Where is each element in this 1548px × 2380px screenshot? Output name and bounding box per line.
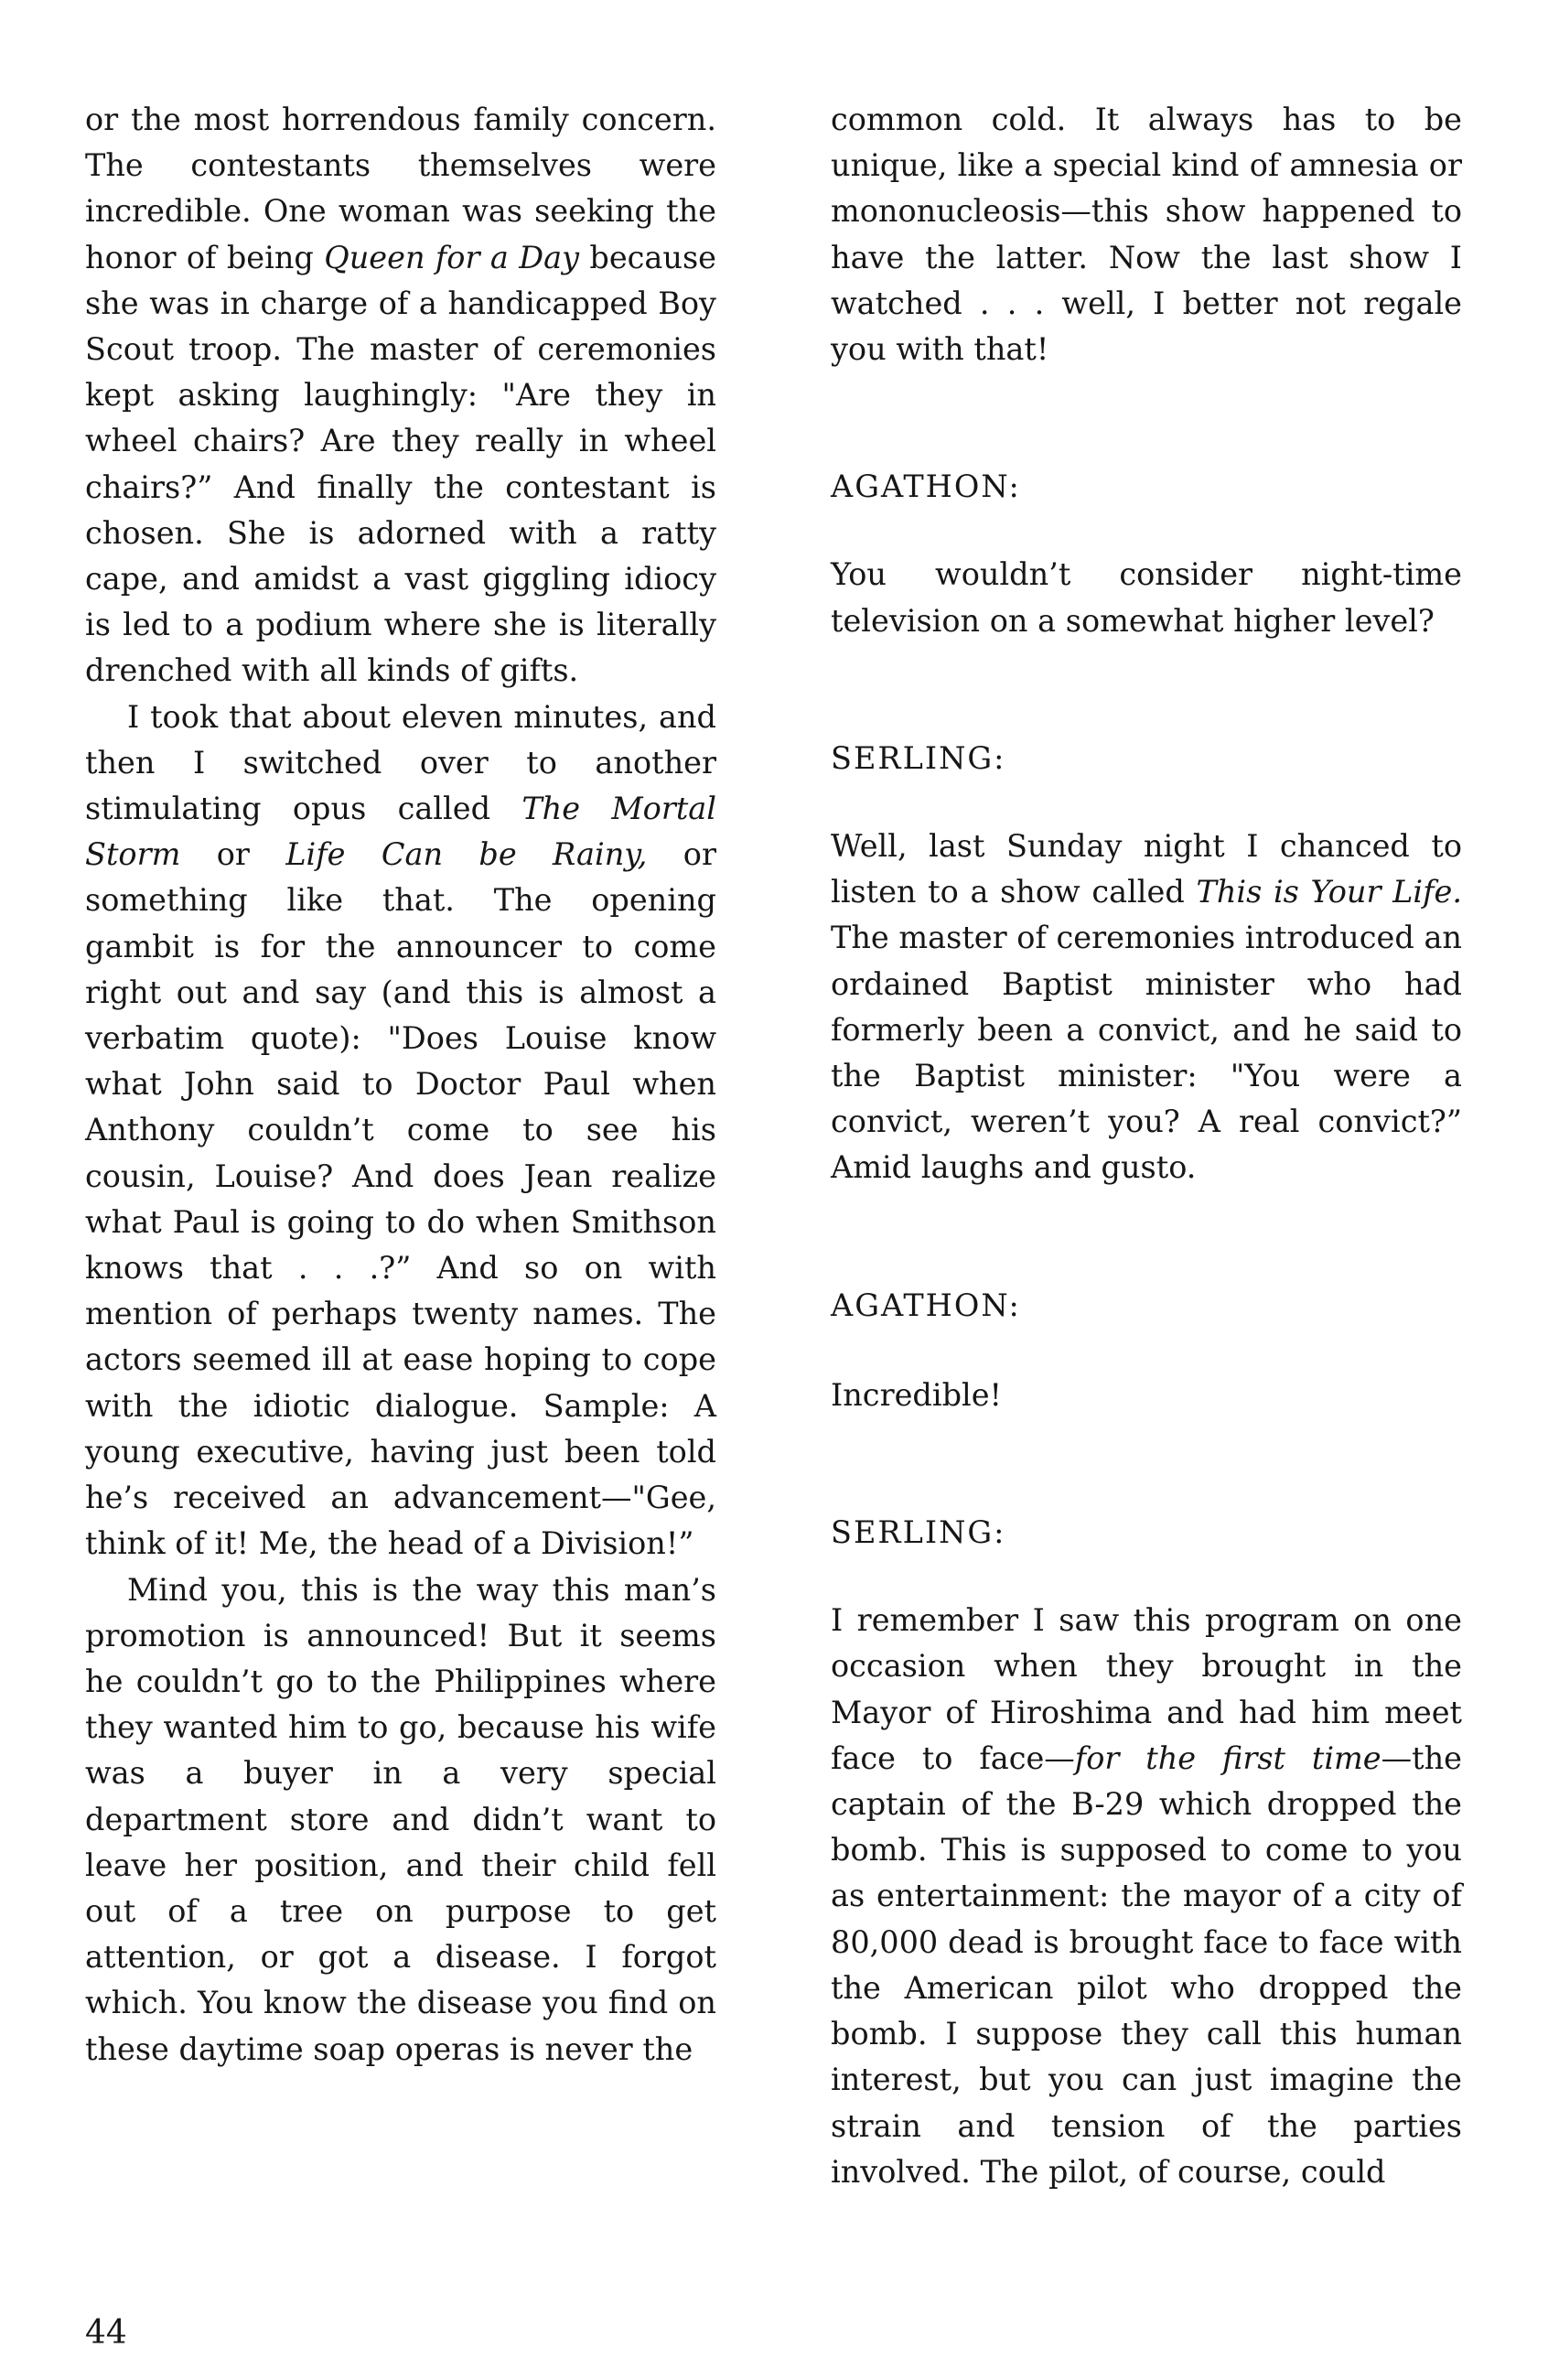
show-title: Queen for a Day bbox=[324, 239, 579, 275]
show-title: The Mortal Storm bbox=[85, 791, 716, 873]
show-title: Life Can be Rainy, bbox=[285, 836, 648, 873]
show-title: This is Your Life. bbox=[1196, 874, 1462, 910]
page-number: 44 bbox=[85, 2314, 127, 2352]
paragraph: I remember I saw this program on one occasion when they brought in the Mayor of Hiroshima and had him meet face to face—for the first time—the captain of the B-29 which dropped the bomb. This is supposed to come to you as entertainment: the mayor of a city of 80,000 dead is brought face to face with the American pilot who dropped the bomb. I suppose they call this human interest, but you can just imagine the strain and tension of the parties involved. The pilot, of course, could bbox=[831, 1602, 1462, 2190]
speaker-label: SERLING: bbox=[831, 739, 1006, 776]
right-column bbox=[831, 97, 1462, 2195]
left-column bbox=[85, 97, 716, 2073]
paragraph: I took that about eleven minutes, and then I switched over to another stimulating opus called The Mortal Storm or Life Can be Rainy, or something like that. The opening gambit is for the announcer to come right out and say (and this is almost a verbatim quote): "Does Louise know what John said to Doctor Paul when Anthony couldn’t come to see his cousin, Louise? And does Jean realize what Paul is going to do when Smithson knows that . . .?” And so on with mention of perhaps twenty names. The actors seemed ill at ease hoping to cope with the idiotic dialogue. Sample: A young executive, having just been told he’s received an advancement—"Gee, think of it! Me, the head of a Division!” bbox=[85, 698, 716, 1562]
paragraph: Well, last Sunday night I chanced to listen to a show called This is Your Life. The master of ceremonies introduced an ordained Baptist minister who had formerly been a convict, and he said to the Baptist minister: "You were a convict, weren’t you? A real convict?” Amid laughs and gusto. bbox=[831, 828, 1462, 1186]
speaker-label: SERLING: bbox=[831, 1514, 1006, 1551]
paragraph: Incredible! bbox=[831, 1376, 1003, 1413]
paragraph: You wouldn’t consider night-time television on a somewhat higher level? bbox=[831, 556, 1462, 639]
paragraph: common cold. It always has to be unique, like a special kind of amnesia or mononucleosis—this show happened to have the latter. Now the last show I watched . . . well, I better not regale you with that! bbox=[831, 102, 1462, 368]
paragraph: Mind you, this is the way this man’s promotion is announced! But it seems he couldn’t go to the Philippines where they wanted him to go, because his wife was a buyer in a very special department store and didn’t want to leave her position, and their child fell out of a tree on purpose to get attention, or got a disease. I forgot which. You know the disease you find on these daytime soap operas is never the bbox=[85, 1571, 716, 2067]
speaker-label: AGATHON: bbox=[831, 1287, 1021, 1323]
paragraph: or the most horrendous family concern. The contestants themselves were incredible. One woman was seeking the honor of being Queen for a Day because she was in charge of a handicapped Boy Scout troop. The master of ceremonies kept asking laughingly: "Are they in wheel chairs? Are they really in wheel chairs?” And finally the contestant is chosen. She is adorned with a ratty cape, and amidst a vast giggling idiocy is led to a podium where she is literally drenched with all kinds of gifts. bbox=[85, 102, 716, 689]
speaker-label: AGATHON: bbox=[831, 468, 1021, 505]
emphasis: for the first time bbox=[1074, 1739, 1381, 1776]
